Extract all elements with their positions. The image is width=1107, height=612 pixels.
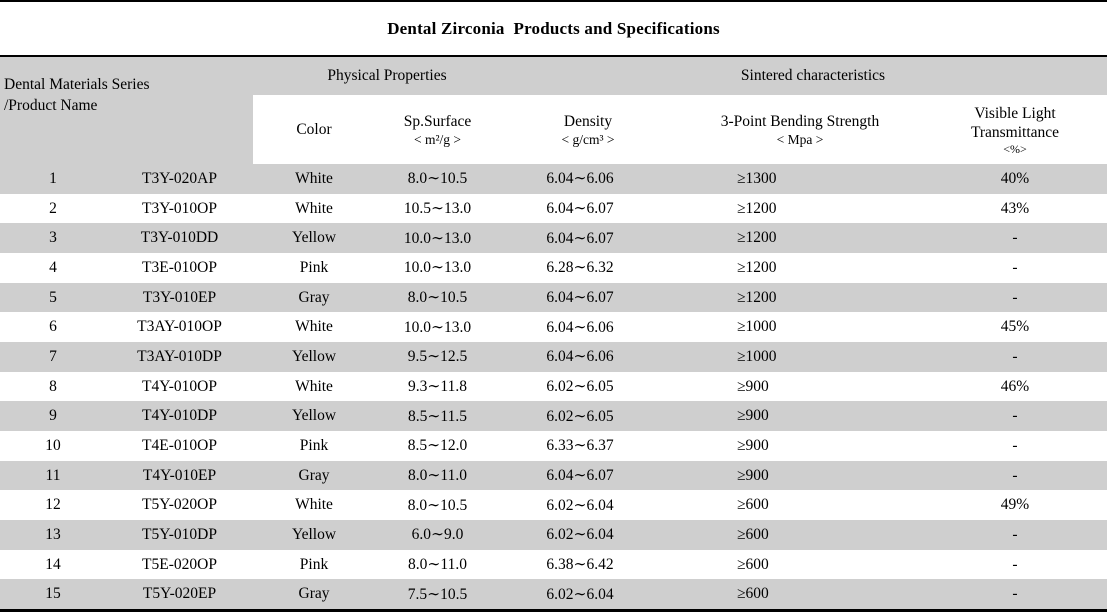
cell-sp-surface: 9.5∼12.5 <box>407 348 468 366</box>
cell-product-name: T4E-010OP <box>142 436 217 454</box>
cell-bending-strength: ≥1000 <box>737 318 777 336</box>
cell-bending-strength: ≥900 <box>737 436 769 454</box>
cell-sp-surface: 7.5∼10.5 <box>407 585 468 603</box>
cell-color: Gray <box>298 288 330 306</box>
cell-bending-strength: ≥900 <box>737 407 769 425</box>
cell-row-number: 8 <box>49 377 57 395</box>
table-row <box>0 194 1107 224</box>
cell-color: Yellow <box>291 347 337 365</box>
header-group-sintered-characteristics: Sintered characteristics <box>740 67 886 84</box>
table-row <box>0 312 1107 342</box>
cell-product-name: T5Y-010DP <box>142 525 217 543</box>
cell-color: White <box>295 496 333 514</box>
cell-density: 6.04∼6.07 <box>546 467 614 485</box>
cell-transmittance: - <box>1012 436 1018 454</box>
cell-product-name: T5E-020OP <box>142 555 217 573</box>
header-bending-strength-label: 3-Point Bending Strength <box>720 112 880 130</box>
cell-transmittance: - <box>1012 585 1018 603</box>
cell-sp-surface: 6.0∼9.0 <box>411 526 464 544</box>
cell-row-number: 15 <box>45 585 61 603</box>
cell-row-number: 4 <box>49 258 57 276</box>
cell-density: 6.02∼6.05 <box>546 378 614 396</box>
cell-row-number: 9 <box>49 407 57 425</box>
cell-color: White <box>295 318 333 336</box>
header-right <box>253 57 1107 164</box>
cell-transmittance: 49% <box>1000 496 1030 514</box>
cell-sp-surface: 10.0∼13.0 <box>403 318 472 336</box>
cell-color: Gray <box>298 585 330 603</box>
cell-density: 6.04∼6.07 <box>546 289 614 307</box>
table-body <box>0 164 1107 609</box>
cell-transmittance: 46% <box>1000 377 1030 395</box>
title-bar <box>0 2 1107 57</box>
header-product-series-line2: /Product Name <box>4 97 98 114</box>
header-sp-surface-unit: < m²/g > <box>413 131 462 147</box>
cell-bending-strength: ≥1200 <box>737 288 777 306</box>
cell-row-number: 13 <box>45 525 61 543</box>
cell-transmittance: 40% <box>1000 169 1030 187</box>
cell-product-name: T5Y-020OP <box>142 496 217 514</box>
cell-transmittance: 43% <box>1000 199 1030 217</box>
cell-row-number: 3 <box>49 229 57 247</box>
header-cell-product-series <box>0 57 253 164</box>
cell-sp-surface: 8.0∼10.5 <box>407 170 468 188</box>
cell-color: White <box>295 199 333 217</box>
header-cell-bending-strength <box>660 95 940 164</box>
cell-bending-strength: ≥1200 <box>737 199 777 217</box>
header-transmittance-label: Visible Light Transmittance <box>970 104 1060 141</box>
cell-density: 6.04∼6.07 <box>546 200 614 217</box>
table-header <box>0 57 1107 164</box>
cell-sp-surface: 8.0∼10.5 <box>407 289 468 307</box>
cell-bending-strength: ≥900 <box>737 466 769 484</box>
cell-bending-strength: ≥900 <box>737 377 769 395</box>
cell-density: 6.04∼6.06 <box>546 170 614 188</box>
header-cell-sp-surface <box>375 95 500 164</box>
table-row <box>0 490 1107 520</box>
cell-bending-strength: ≥1300 <box>737 169 777 187</box>
header-sp-surface-label: Sp.Surface <box>403 112 472 130</box>
cell-transmittance: - <box>1012 258 1018 276</box>
table-row <box>0 520 1107 550</box>
table-row <box>0 431 1107 461</box>
cell-density: 6.33∼6.37 <box>546 437 614 455</box>
cell-color: White <box>295 169 333 187</box>
header-cell-density <box>500 95 660 164</box>
cell-sp-surface: 8.0∼10.5 <box>407 496 468 514</box>
table-row <box>0 342 1107 372</box>
cell-color: Yellow <box>291 525 337 543</box>
cell-sp-surface: 8.5∼12.0 <box>407 437 468 455</box>
cell-product-name: T3AY-010OP <box>137 318 222 336</box>
cell-color: Yellow <box>291 407 337 425</box>
cell-sp-surface: 8.0∼11.0 <box>408 556 467 574</box>
cell-product-name: T4Y-010DP <box>142 407 217 425</box>
cell-density: 6.04∼6.07 <box>546 229 614 247</box>
cell-density: 6.04∼6.06 <box>546 348 614 366</box>
cell-sp-surface: 10.0∼13.0 <box>403 259 472 277</box>
table-row <box>0 223 1107 253</box>
header-group-physical-properties: Physical Properties <box>327 67 447 84</box>
cell-density: 6.28∼6.32 <box>546 259 614 277</box>
cell-row-number: 12 <box>45 496 61 514</box>
header-density-unit: < g/cm³ > <box>561 131 615 147</box>
cell-transmittance: - <box>1012 555 1018 573</box>
table-row <box>0 401 1107 431</box>
cell-sp-surface: 9.3∼11.8 <box>408 378 467 396</box>
page-title: Dental Zirconia Products and Specifications <box>387 18 720 38</box>
table-row <box>0 253 1107 283</box>
table-row <box>0 461 1107 491</box>
table-row <box>0 164 1107 194</box>
cell-product-name: T3Y-010DD <box>140 229 219 247</box>
cell-bending-strength: ≥1200 <box>737 229 777 247</box>
cell-transmittance: - <box>1012 229 1018 247</box>
header-sub-row <box>253 95 1107 164</box>
cell-sp-surface: 10.5∼13.0 <box>403 200 472 217</box>
cell-product-name: T3E-010OP <box>142 258 217 276</box>
cell-density: 6.02∼6.04 <box>546 496 614 514</box>
cell-color: White <box>295 377 333 395</box>
header-group-band <box>253 57 1107 95</box>
cell-product-name: T3Y-020AP <box>142 169 217 187</box>
cell-product-name: T5Y-020EP <box>142 585 217 603</box>
header-density-label: Density <box>563 112 613 130</box>
cell-row-number: 2 <box>49 199 57 217</box>
cell-product-name: T3AY-010DP <box>137 347 222 365</box>
cell-sp-surface: 8.5∼11.5 <box>408 407 467 425</box>
cell-color: Pink <box>299 436 329 454</box>
header-cell-transmittance <box>940 95 1107 164</box>
cell-transmittance: - <box>1012 407 1018 425</box>
cell-bending-strength: ≥1000 <box>737 347 777 365</box>
cell-product-name: T3Y-010EP <box>142 288 217 306</box>
cell-product-name: T4Y-010EP <box>142 466 217 484</box>
cell-bending-strength: ≥600 <box>737 555 769 573</box>
cell-transmittance: - <box>1012 466 1018 484</box>
table-row <box>0 579 1107 609</box>
cell-density: 6.04∼6.06 <box>546 318 614 336</box>
table-row <box>0 283 1107 313</box>
cell-bending-strength: ≥600 <box>737 585 769 603</box>
cell-color: Gray <box>298 466 330 484</box>
table-row <box>0 550 1107 580</box>
cell-row-number: 10 <box>45 436 61 454</box>
cell-color: Pink <box>299 258 329 276</box>
cell-transmittance: - <box>1012 288 1018 306</box>
cell-row-number: 1 <box>49 169 57 187</box>
cell-transmittance: - <box>1012 347 1018 365</box>
header-cell-color <box>253 95 375 164</box>
cell-color: Pink <box>299 555 329 573</box>
cell-row-number: 6 <box>49 318 57 336</box>
table-row <box>0 372 1107 402</box>
cell-sp-surface: 8.0∼11.0 <box>408 467 467 485</box>
cell-row-number: 7 <box>49 347 57 365</box>
cell-transmittance: 45% <box>1000 318 1030 336</box>
cell-density: 6.02∼6.05 <box>546 407 614 425</box>
cell-color: Yellow <box>291 229 337 247</box>
header-color-label: Color <box>296 121 332 138</box>
cell-density: 6.02∼6.04 <box>546 526 614 544</box>
cell-density: 6.02∼6.04 <box>546 585 614 603</box>
header-transmittance-unit: <%> <box>1003 141 1027 156</box>
cell-sp-surface: 10.0∼13.0 <box>403 229 472 247</box>
cell-row-number: 5 <box>49 288 57 306</box>
header-bending-strength-unit: < Mpa > <box>776 131 824 147</box>
cell-transmittance: - <box>1012 525 1018 543</box>
cell-row-number: 11 <box>45 466 61 484</box>
cell-bending-strength: ≥600 <box>737 525 769 543</box>
cell-bending-strength: ≥1200 <box>737 258 777 276</box>
cell-bending-strength: ≥600 <box>737 496 769 514</box>
cell-product-name: T4Y-010OP <box>142 377 217 395</box>
cell-row-number: 14 <box>45 555 61 573</box>
header-product-series-line1: Dental Materials Series <box>4 76 150 93</box>
cell-product-name: T3Y-010OP <box>142 199 217 217</box>
cell-density: 6.38∼6.42 <box>546 556 614 574</box>
